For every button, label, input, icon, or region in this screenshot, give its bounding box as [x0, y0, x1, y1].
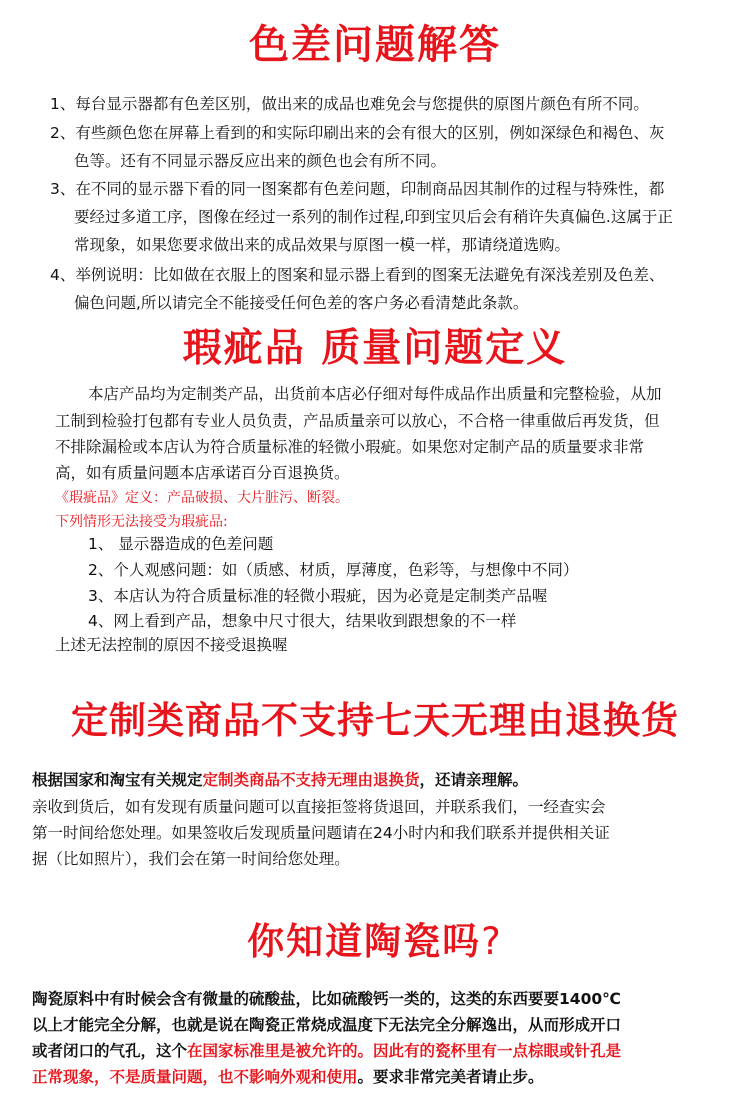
s2-item-2: 2、个人观感问题：如（质感、材质，厚薄度，色彩等，与想像中不同） — [88, 561, 579, 579]
s1-line-1: 1、每台显示器都有色差区别，做出来的成品也难免会与您提供的原图片颜色有所不同。 — [50, 95, 649, 113]
s4-line-3 — [32, 1037, 621, 1065]
section-title-color-difference: 色差问题解答 — [249, 22, 501, 68]
s4-line-4-b: 。要求非常完美者请止步。 — [357, 1068, 544, 1086]
section-title-ceramics — [0, 916, 750, 968]
s4-line-4 — [32, 1063, 544, 1091]
s3-line-1-c: ，还请亲理解。 — [419, 771, 529, 789]
s2-item-3: 3、本店认为符合质量标准的轻微小瑕疵，因为必竟是定制类产品喔 — [88, 587, 548, 605]
s4-line-3-highlight: 在国家标准里是被允许的。因此有的瓷杯里有一点棕眼或针孔是 — [187, 1042, 622, 1060]
s3-line-1-a: 根据国家和淘宝有关规定 — [32, 771, 203, 789]
s4-line-3-a: 或者闭口的气孔，这个 — [32, 1042, 188, 1060]
s1-line-8: 偏色问题,所以请完全不能接受任何色差的客户务必看清楚此条款。 — [74, 294, 529, 312]
s3-line-3: 第一时间给您处理。如果签收后发现质量问题请在24小时内和我们联系并提供相关证 — [32, 824, 610, 842]
s3-line-2: 亲收到货后，如有发现有质量问题可以直接拒签将货退回，并联系我们，一经查实会 — [32, 798, 606, 816]
s2-para-line-4: 高，如有质量问题本店承诺百分百退换货。 — [55, 464, 350, 482]
s2-para-line-2: 工制到检验打包都有专业人员负责，产品质量亲可以放心，不合格一律重做后再发货，但 — [55, 412, 660, 430]
ceramics-title-question-mark: ? — [481, 920, 503, 963]
s3-line-1-highlight: 定制类商品不支持无理由退换货 — [202, 771, 420, 789]
s3-line-1 — [32, 766, 528, 794]
s1-line-2: 2、有些颜色您在屏幕上看到的和实际印刷出来的会有很大的区别，例如深绿色和褐色、灰 — [50, 124, 665, 142]
s2-para-line-3: 不排除漏检或本店认为符合质量标准的轻微小瑕疵。如果您对定制产品的质量要求非常 — [55, 438, 645, 456]
s2-para-line-1: 本店产品均为定制类产品，出货前本店必仔细对每件成品作出质量和完整检验，从加 — [88, 385, 662, 403]
s1-line-5: 要经过多道工序，图像在经过一系列的制作过程,印到宝贝后会有稍许失真偏色.这属于正 — [74, 208, 673, 226]
s1-line-3: 色等。还有不同显示器反应出来的颜色也会有所不同。 — [74, 152, 447, 170]
section-title-defect-definition: 瑕疵品 质量问题定义 — [182, 326, 568, 371]
s4-line-1: 陶瓷原料中有时候会含有微量的硫酸盐，比如硫酸钙一类的，这类的东西要要1400℃ — [32, 990, 621, 1008]
s2-footer: 上述无法控制的原因不接受退换喔 — [55, 636, 288, 654]
s2-defect-definition: 《瑕疵品》定义：产品破损、大片脏污、断裂。 — [55, 490, 349, 506]
s2-item-1: 1、 显示器造成的色差问题 — [88, 535, 274, 553]
s4-line-2: 以上才能完全分解，也就是说在陶瓷正常烧成温度下无法完全分解逸出，从而形成开口 — [32, 1016, 622, 1034]
s2-not-accepted-label: 下列情形无法接受为瑕疵品: — [55, 514, 228, 530]
section-title-no-return: 定制类商品不支持七天无理由退换货 — [71, 699, 679, 742]
s4-line-4-highlight: 正常现象，不是质量问题，也不影响外观和使用 — [32, 1068, 358, 1086]
s3-line-4: 据（比如照片），我们会在第一时间给您处理。 — [32, 850, 350, 868]
s1-line-4: 3、在不同的显示器下看的同一图案都有色差问题，印制商品因其制作的过程与特殊性，都 — [50, 180, 665, 198]
ceramics-title-text: 你知道陶瓷吗 — [247, 920, 482, 963]
s2-item-4: 4、网上看到产品，想象中尺寸很大，结果收到跟想象的不一样 — [88, 612, 517, 630]
s1-line-7: 4、举例说明：比如做在衣服上的图案和显示器上看到的图案无法避免有深浅差别及色差、 — [50, 266, 665, 284]
s1-line-6: 常现象，如果您要求做出来的成品效果与原图一模一样，那请绕道选购。 — [74, 236, 571, 254]
